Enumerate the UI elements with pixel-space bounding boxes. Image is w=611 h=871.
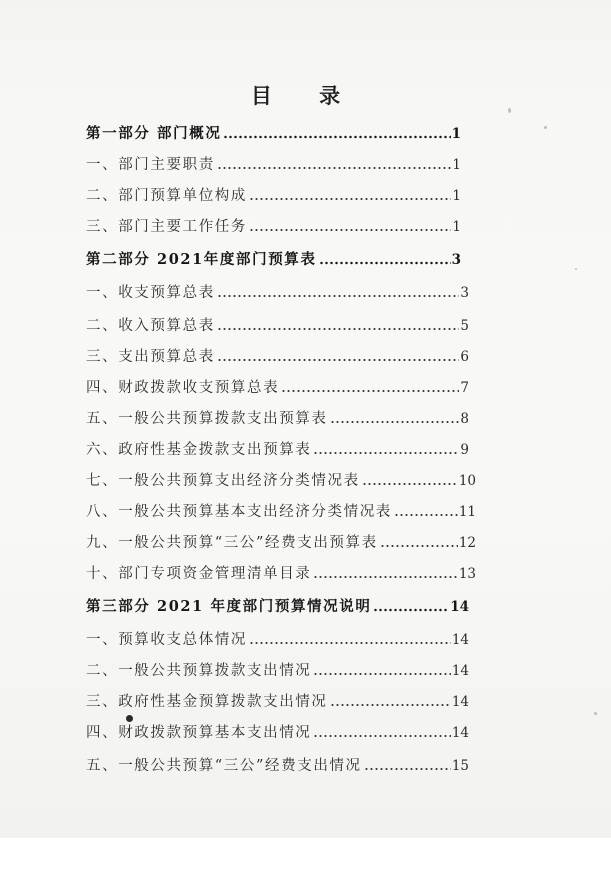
toc-label: 四、财政拨款预算基本支出情况 (86, 725, 312, 741)
dot-leader (217, 294, 460, 298)
toc-entry-row (86, 689, 469, 711)
toc-label: 第一部分 部门概况 (86, 125, 222, 142)
scan-margin (0, 838, 611, 871)
toc-section-row (86, 247, 461, 269)
dot-leader (217, 358, 460, 362)
dot-leader (380, 544, 458, 548)
toc-label: 三、政府性基金预算拨款支出情况 (86, 694, 328, 710)
toc-entry-row (86, 753, 469, 775)
toc-label: 一、收支预算总表 (86, 285, 215, 301)
toc-label: 第三部分 2021 年度部门预算情况说明 (86, 598, 372, 615)
toc-page-number: 3 (451, 252, 461, 268)
toc-page-number: 8 (460, 411, 469, 427)
dot-leader (217, 327, 460, 331)
toc-entry-row (86, 530, 476, 552)
toc-page-number: 5 (460, 318, 469, 334)
toc-entry-row (86, 313, 469, 335)
toc-entry-row (86, 183, 461, 205)
toc-label: 七、一般公共预算支出经济分类情况表 (86, 473, 360, 489)
toc-page-number: 9 (460, 442, 469, 458)
toc-entry-row (86, 720, 469, 742)
scan-mark (575, 268, 577, 270)
toc-section-row (86, 594, 469, 616)
toc-label: 二、一般公共预算拨款支出情况 (86, 663, 312, 679)
toc-label: 三、部门主要工作任务 (86, 219, 247, 235)
dot-leader (313, 672, 450, 676)
dot-leader (330, 703, 451, 707)
toc-label: 二、部门预算单位构成 (86, 188, 247, 204)
toc-entry-row (86, 627, 469, 649)
toc-page-number: 14 (451, 632, 469, 648)
toc-page-number: 14 (451, 725, 469, 741)
dot-leader (313, 451, 459, 455)
toc-entry-row (86, 344, 469, 366)
toc-entry-row (86, 214, 461, 236)
scan-mark (508, 108, 511, 113)
toc-entry-row (86, 658, 469, 680)
toc-label: 四、财政拨款收支预算总表 (86, 380, 280, 396)
dot-leader (364, 767, 451, 771)
toc-label: 五、一般公共预算拨款支出预算表 (86, 411, 328, 427)
toc-entry-row (86, 280, 469, 302)
scan-mark (544, 126, 547, 129)
toc-entry-row (86, 406, 469, 428)
ink-speck (126, 715, 133, 722)
toc-label: 一、部门主要职责 (86, 157, 215, 173)
toc-entry-row (86, 375, 469, 397)
dot-leader (319, 261, 451, 265)
toc-page-number: 13 (458, 566, 476, 582)
toc-label: 八、一般公共预算基本支出经济分类情况表 (86, 504, 392, 520)
page-title: 目 录 (250, 83, 361, 108)
toc-page-number: 1 (452, 188, 461, 204)
toc-page-number: 14 (450, 599, 469, 615)
dot-leader (223, 135, 450, 139)
toc-entry-row (86, 468, 476, 490)
toc-entry-row (86, 561, 476, 583)
toc-page-number: 1 (452, 219, 461, 235)
toc-label: 九、一般公共预算“三公”经费支出预算表 (86, 535, 378, 551)
toc-label: 五、一般公共预算“三公”经费支出情况 (86, 758, 362, 774)
toc-page-number: 1 (452, 157, 461, 173)
toc-entry-row (86, 152, 461, 174)
toc-page-number: 14 (451, 694, 469, 710)
toc-page-number: 12 (458, 535, 476, 551)
scan-mark (594, 712, 597, 715)
toc-label: 六、政府性基金拨款支出预算表 (86, 442, 312, 458)
dot-leader (362, 482, 458, 486)
toc-page-number: 3 (460, 285, 469, 301)
dot-leader (373, 608, 449, 612)
toc-section-row (86, 121, 461, 143)
toc-page-number: 6 (460, 349, 469, 365)
toc-label: 三、支出预算总表 (86, 349, 215, 365)
toc-label: 第二部分 2021年度部门预算表 (86, 251, 317, 268)
toc-label: 十、部门专项资金管理清单目录 (86, 566, 312, 582)
toc-page-number: 14 (451, 663, 469, 679)
toc-entry-row (86, 499, 476, 521)
dot-leader (249, 641, 451, 645)
dot-leader (330, 420, 460, 424)
toc-label: 一、预算收支总体情况 (86, 632, 247, 648)
dot-leader (394, 513, 458, 517)
dot-leader (217, 166, 452, 170)
dot-leader (249, 228, 451, 232)
dot-leader (313, 575, 457, 579)
toc-page-number: 10 (458, 473, 476, 489)
toc-page-number: 11 (458, 504, 476, 520)
dot-leader (281, 389, 459, 393)
toc-entry-row (86, 437, 469, 459)
toc-label: 二、收入预算总表 (86, 318, 215, 334)
dot-leader (249, 197, 451, 201)
dot-leader (313, 734, 450, 738)
toc-page-number: 7 (460, 380, 469, 396)
toc-page-number: 15 (451, 758, 469, 774)
toc-page-number: 1 (451, 126, 461, 142)
